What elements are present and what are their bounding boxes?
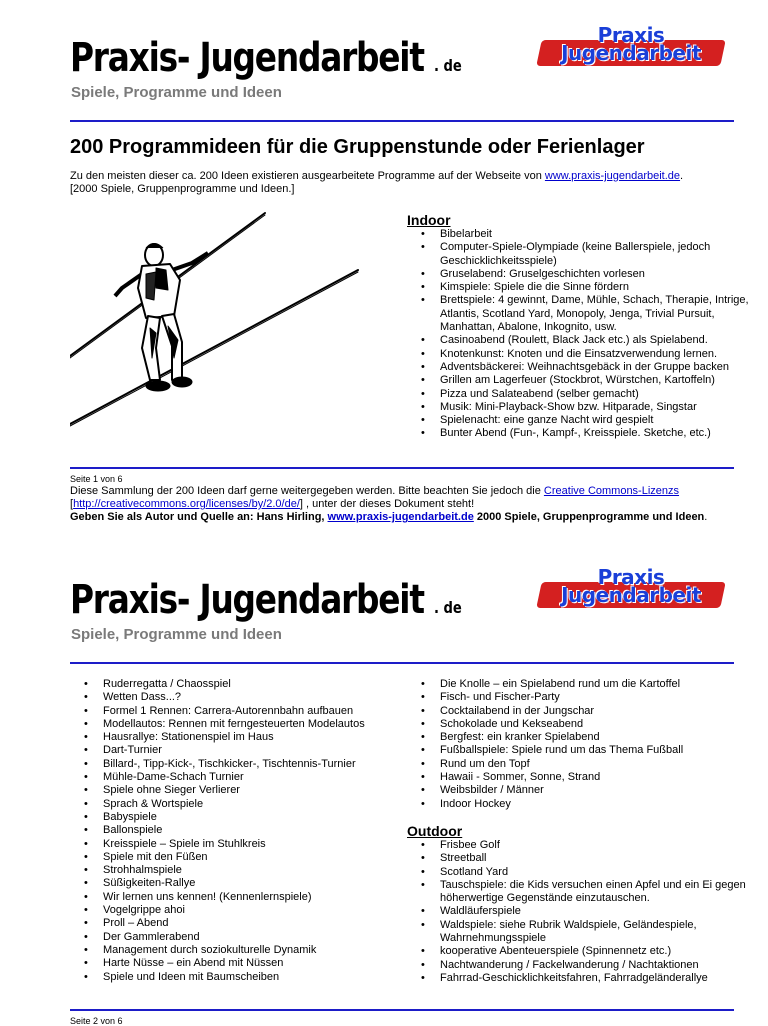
indoor-list-item: • Casinoabend (Roulett, Black Jack etc.) als Spielabend. (407, 334, 752, 347)
activity-list-item: • Bergfest: ein kranker Spielabend (407, 731, 752, 744)
logo-line1: Praxis (597, 23, 665, 47)
activity-list-item: • Wir lernen uns kennen! (Kennenlernspiele) (70, 891, 400, 904)
site-subtitle: Spiele, Programme und Ideen (71, 84, 282, 101)
logo-line2: Jugendarbeit (561, 41, 701, 65)
indoor-list-item: • Spielenacht: eine ganze Nacht wird gespielt (407, 414, 752, 427)
activity-list-item: • Modellautos: Rennen mit ferngesteuerten Modelautos (70, 718, 400, 731)
tightrope-walker-illustration (70, 208, 360, 430)
license-bracket-close: ] , unter der dieses Dokument steht! (299, 498, 475, 510)
author-site-link[interactable]: www.praxis-jugendarbeit.de (327, 511, 474, 523)
activity-list-item: • Ballonspiele (70, 824, 400, 837)
indoor-list-item: • Computer-Spiele-Olympiade (keine Ballerspiele, jedoch Geschicklichkeitsspiele) (407, 241, 752, 268)
outdoor-list-item: • Fahrrad-Geschicklichkeitsfahren, Fahrradgeländerallye (407, 972, 752, 985)
indoor-list-item: • Adventsbäckerei: Weihnachtsgebäck in der Gruppe backen (407, 361, 752, 374)
footer-divider-2 (70, 1009, 734, 1011)
license-text: Diese Sammlung der 200 Ideen darf gerne weitergegeben werden. Bitte beachten Sie jedoch die (70, 485, 544, 497)
brand-tld: . de (433, 56, 462, 75)
activity-list-item: • Hausrallye: Stationenspiel im Haus (70, 731, 400, 744)
activity-list-item: • Management durch soziokulturelle Dynamik (70, 944, 400, 957)
author-credit: Geben Sie als Autor und Quelle an: Hans Hirling, (70, 511, 328, 523)
activity-list-right (407, 678, 752, 811)
indoor-list-item: • Kimspiele: Spiele die die Sinne fördern (407, 281, 752, 294)
outdoor-list-item: • Streetball (407, 852, 752, 865)
intro-site-link[interactable]: www.praxis-jugendarbeit.de (544, 170, 681, 182)
intro-text: Zu den meisten dieser ca. 200 Ideen existieren ausgearbeitete Programme auf der Webseite von (70, 170, 545, 182)
indoor-list-item: • Bunter Abend (Fun-, Kampf-, Kreisspiele. Sketche, etc.) (407, 427, 752, 440)
activity-list-item: • Spiele und Ideen mit Baumscheiben (70, 971, 400, 984)
praxis-logo-2 (535, 565, 727, 614)
activity-list-item: • Rund um den Topf (407, 758, 752, 771)
brand-name-2: Praxis- Jugendarbeit (70, 577, 424, 623)
activity-list-item: • Formel 1 Rennen: Carrera-Autorennbahn aufbauen (70, 705, 400, 718)
outdoor-list-item: • Scotland Yard (407, 866, 752, 879)
indoor-list (407, 228, 752, 441)
license-bracket-open: [ (70, 498, 74, 510)
author-credit-tail: 2000 Spiele, Gruppenprogramme und Ideen (473, 511, 705, 523)
intro-paragraph (70, 170, 730, 195)
creative-commons-link[interactable]: Creative Commons-Lizenzs (543, 485, 680, 497)
activity-list-left (70, 678, 400, 984)
header-divider-2 (70, 662, 734, 664)
activity-list-item: • Schokolade und Kekseabend (407, 718, 752, 731)
license-notice (70, 485, 750, 524)
indoor-list-item: • Musik: Mini-Playback-Show bzw. Hitparade, Singstar (407, 401, 752, 414)
page-number-1: Seite 1 von 6 (70, 474, 123, 484)
brand-name: Praxis- Jugendarbeit (70, 35, 424, 81)
logo-line1-2: Praxis (597, 565, 665, 589)
intro-end: . (680, 170, 684, 182)
site-subtitle-2: Spiele, Programme und Ideen (71, 626, 282, 643)
activity-list-item: • Strohhalmspiele (70, 864, 400, 877)
activity-list-item: • Cocktailabend in der Jungschar (407, 705, 752, 718)
page-number-2: Seite 2 von 6 (70, 1016, 123, 1026)
license-url-link[interactable]: http://creativecommons.org/licenses/by/2.0/de/ (73, 498, 300, 510)
outdoor-heading: Outdoor (407, 823, 463, 839)
indoor-list-item: • Brettspiele: 4 gewinnt, Dame, Mühle, Schach, Therapie, Intrige, Atlantis, Scotland Yard, Monopoly, Jenga, Trivial Pursuit, Manhattan, Abalone, Inkognito, usw. (407, 294, 752, 334)
activity-list-item: • Vogelgrippe ahoi (70, 904, 400, 917)
praxis-logo (535, 23, 727, 72)
indoor-list-item: • Grillen am Lagerfeuer (Stockbrot, Würstchen, Kartoffeln) (407, 374, 752, 387)
indoor-list-item: • Gruselabend: Gruselgeschichten vorlesen (407, 268, 752, 281)
header-divider (70, 120, 734, 122)
indoor-list-item: • Bibelarbeit (407, 228, 752, 241)
activity-list-item: • Süßigkeiten-Rallye (70, 877, 400, 890)
footer-divider-1 (70, 467, 734, 469)
activity-list-item: • Ruderregatta / Chaosspiel (70, 678, 400, 691)
logo-line2-2: Jugendarbeit (561, 583, 701, 607)
activity-list-item: • Proll – Abend (70, 917, 400, 930)
intro-line2: [2000 Spiele, Gruppenprogramme und Ideen.] (70, 182, 295, 195)
activity-list-item: • Kreisspiele – Spiele im Stuhlkreis (70, 838, 400, 851)
page-title: 200 Programmideen für die Gruppenstunde oder Ferienlager (70, 136, 645, 158)
outdoor-list-item: • kooperative Abenteuerspiele (Spinnennetz etc.) (407, 945, 752, 958)
activity-list-item: • Hawaii - Sommer, Sonne, Strand (407, 771, 752, 784)
activity-list-item: • Babyspiele (70, 811, 400, 824)
activity-list-item: • Spiele mit den Füßen (70, 851, 400, 864)
activity-list-item: • Die Knolle – ein Spielabend rund um die Kartoffel (407, 678, 752, 691)
activity-list-item: • Weibsbilder / Männer (407, 784, 752, 797)
activity-list-item: • Mühle-Dame-Schach Turnier (70, 771, 400, 784)
activity-list-item: • Fußballspiele: Spiele rund um das Thema Fußball (407, 744, 752, 757)
activity-list-item: • Billard-, Tipp-Kick-, Tischkicker-, Tischtennis-Turnier (70, 758, 400, 771)
indoor-list-item: • Knotenkunst: Knoten und die Einsatzverwendung lernen. (407, 348, 752, 361)
activity-list-item: • Der Gammlerabend (70, 931, 400, 944)
outdoor-list (407, 839, 752, 985)
outdoor-list-item: • Waldläuferspiele (407, 905, 752, 918)
indoor-list-item: • Pizza und Salateabend (selber gemacht) (407, 388, 752, 401)
outdoor-list-item: • Tauschspiele: die Kids versuchen einen Apfel und ein Ei gegen höherwertige Gegenstände einzutauschen. (407, 879, 752, 906)
outdoor-list-item: • Waldspiele: siehe Rubrik Waldspiele, Geländespiele, Wahrnehmungsspiele (407, 919, 752, 946)
site-brand (70, 35, 462, 81)
site-brand-2 (70, 577, 462, 623)
activity-list-item: • Harte Nüsse – ein Abend mit Nüssen (70, 957, 400, 970)
activity-list-item: • Indoor Hockey (407, 798, 752, 811)
outdoor-list-item: • Nachtwanderung / Fackelwanderung / Nachtaktionen (407, 959, 752, 972)
activity-list-item: • Wetten Dass...? (70, 691, 400, 704)
activity-list-item: • Spiele ohne Sieger Verlierer (70, 784, 400, 797)
activity-list-item: • Sprach & Wortspiele (70, 798, 400, 811)
outdoor-list-item: • Frisbee Golf (407, 839, 752, 852)
activity-list-item: • Fisch- und Fischer-Party (407, 691, 752, 704)
indoor-heading: Indoor (407, 212, 451, 228)
activity-list-item: • Dart-Turnier (70, 744, 400, 757)
author-credit-end: . (704, 511, 708, 523)
brand-tld-2: . de (433, 598, 462, 617)
